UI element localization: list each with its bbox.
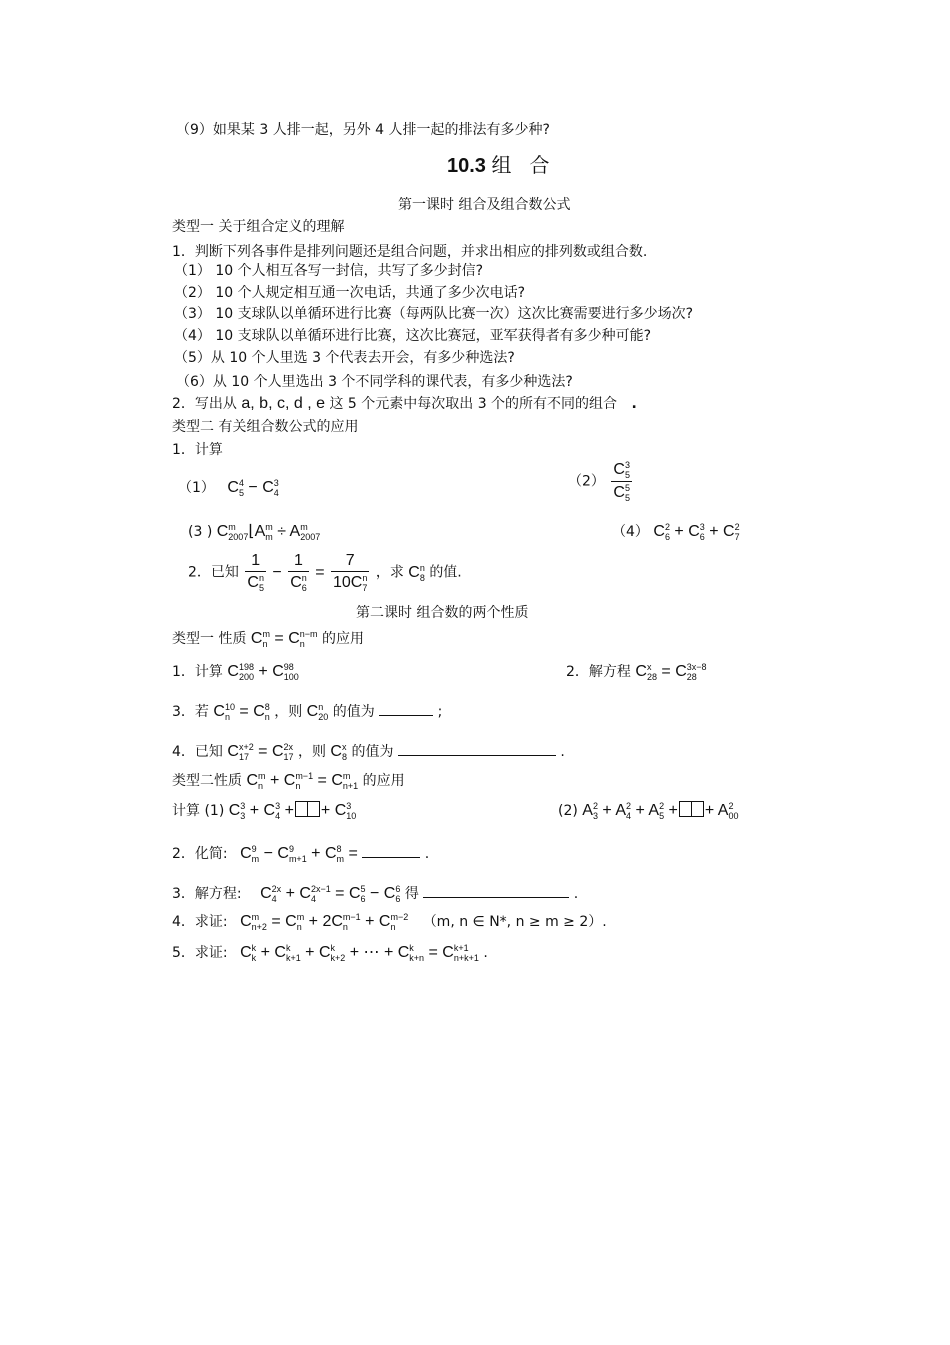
- answer-blank[interactable]: [379, 701, 433, 716]
- type-1-heading: 类型一 关于组合定义的理解: [172, 219, 345, 235]
- property-2: [172, 771, 405, 791]
- calc-item-2-label: （2）: [568, 473, 605, 490]
- proof-5-end: .: [483, 945, 488, 962]
- known-tail: ，求: [375, 564, 404, 581]
- section-number: 10.3: [447, 155, 486, 177]
- answer-blank[interactable]: [362, 843, 420, 858]
- solve-formula: C 2x 4 + C 2x−1 4 = C 5 6 − C 6 6: [260, 883, 401, 904]
- l2-question-3-formula: C 10 n = C 8 n: [213, 701, 270, 722]
- l2-question-4-end: .: [560, 744, 565, 760]
- l2-question-3-mid: ，则: [274, 704, 303, 720]
- sum-calc-1-formula: C 3 3 + C 3 4 + + C 3 10: [228, 801, 357, 821]
- l2-question-4-mid: ，则: [297, 744, 326, 760]
- l2-question-1: [172, 662, 299, 682]
- solve-tail: 得: [404, 886, 419, 902]
- solve-label: 3．解方程:: [172, 886, 242, 902]
- answer-blank[interactable]: [423, 883, 569, 898]
- element-set: a, b, c, d , e: [241, 395, 325, 412]
- problem-2-post: 这 5 个元素中每次取出 3 个的所有不同的组合: [329, 396, 618, 412]
- formula-1: C 4 5 − C 3 4: [227, 478, 279, 498]
- simplify-question: [172, 843, 429, 864]
- proof-4-formula: C m n+2 = C m n + 2C m−1 n + C m−2 n: [240, 912, 409, 932]
- proof-5-formula: C k k + C k k+1 + C k k+2 + ⋯ + C k k+n = C k+1 n+k+1: [240, 943, 479, 963]
- known-formula: 1 C n 5 − 1 C n 6 = 7 10C n 7: [247, 552, 368, 593]
- calc-item-2: [568, 460, 634, 503]
- formula-3: C m 2007 ⌊A m m ÷ A m 2007: [216, 522, 321, 542]
- simplify-label: 2．化简:: [172, 846, 228, 862]
- problem-2-end: .: [631, 396, 637, 412]
- property-1-formula: C m n = C n−m n: [250, 629, 318, 649]
- l2-question-2-formula: C x 28 = C 3x−8 28: [635, 662, 707, 682]
- proof-4-label: 4．求证:: [172, 914, 228, 931]
- formula-2: C 3 5 C 5 5: [613, 460, 630, 503]
- problem-1-item-3: （3） 10 支球队以单循环进行比赛（每两队比赛一次）这次比赛需要进行多少场次?: [174, 306, 694, 322]
- l2-question-1-formula: C 198 200 + C 98 100: [227, 662, 299, 682]
- l2-question-2: [566, 662, 707, 682]
- l2-question-4: [172, 741, 565, 762]
- problem-2-pre: 2．写出从: [172, 396, 237, 412]
- known-value: 的值.: [429, 564, 462, 581]
- sum-calc-1: [172, 801, 356, 821]
- proof-4: [172, 912, 607, 932]
- problem-1-item-1: （1） 10 个人相互各写一封信，共写了多少封信?: [174, 263, 484, 279]
- property-1-tail: 的应用: [321, 631, 364, 648]
- lesson-1-heading: 第一课时 组合及组合数公式: [398, 197, 571, 213]
- solve-end: .: [573, 886, 579, 902]
- section-name: 组合: [491, 153, 568, 177]
- problem-1-item-4: （4） 10 支球队以单循环进行比赛，这次比赛冠，亚军获得者有多少种可能?: [174, 328, 652, 344]
- known-equation: [188, 552, 462, 593]
- sum-calc-1-label: 计算 (1): [172, 803, 225, 820]
- known-target: C n 8: [408, 562, 425, 583]
- simplify-end: .: [424, 846, 430, 862]
- l2-question-3-tail: 的值为: [332, 704, 375, 720]
- calc-item-3: [188, 522, 320, 542]
- property-2-tail: 的应用: [362, 773, 405, 790]
- sum-calc-2-label: (2): [558, 803, 578, 820]
- problem-1: 1．判断下列各事件是排列问题还是组合问题，并求出相应的排列数或组合数.: [172, 244, 648, 260]
- property-1: [172, 629, 364, 649]
- problem-1-item-5: （5）从 10 个人里选 3 个代表去开会，有多少种选法?: [174, 350, 515, 366]
- property-2-label: 类型二性质: [172, 773, 242, 790]
- problem-1-item-6: （6）从 10 个人里选出 3 个不同学科的课代表，有多少种选法?: [176, 374, 573, 390]
- l2-question-3-target: C n 20: [306, 701, 329, 722]
- l2-question-4-tail: 的值为: [351, 744, 394, 760]
- l2-question-1-label: 1．计算: [172, 664, 223, 681]
- question-9: （9）如果某 3 人排一起，另外 4 人排一起的排法有多少种?: [176, 122, 550, 138]
- calc-item-4-label: （4）: [612, 524, 649, 541]
- l2-question-3-end: ;: [437, 704, 443, 720]
- proof-4-condition: （m, n ∈ N*, n ≥ m ≥ 2）.: [422, 914, 607, 931]
- calc-item-3-label: (3 ): [188, 524, 213, 541]
- problem-2: [172, 395, 637, 413]
- l2-question-3: [172, 701, 442, 722]
- l2-question-4-formula: C x+2 17 = C 2x 17: [227, 741, 294, 762]
- solve-question: [172, 883, 578, 904]
- type-2-heading: 类型二 有关组合数公式的应用: [172, 419, 359, 435]
- lesson-2-heading: 第二课时 组合数的两个性质: [356, 605, 529, 621]
- l2-question-3-pre: 3．若: [172, 704, 209, 720]
- property-2-formula: C m n + C m−1 n = C m n+1: [246, 771, 359, 791]
- property-1-label: 类型一 性质: [172, 631, 247, 648]
- section-title: [447, 153, 568, 177]
- calc-item-4: [612, 522, 740, 542]
- problem-1-item-2: （2） 10 个人规定相互通一次电话，共通了多少次电话?: [174, 285, 526, 301]
- calc-item-1: [178, 478, 279, 498]
- proof-5: [172, 943, 488, 963]
- calc-heading: 1．计算: [172, 442, 223, 458]
- calc-item-1-label: （1）: [178, 480, 215, 497]
- simplify-formula: C 9 m − C 9 m+1 + C 8 m =: [240, 843, 358, 864]
- l2-question-4-pre: 4．已知: [172, 744, 223, 760]
- l2-question-2-label: 2．解方程: [566, 664, 631, 681]
- proof-5-label: 5．求证:: [172, 945, 228, 962]
- known-label: 2．已知: [188, 564, 239, 581]
- sum-calc-2: [558, 801, 738, 821]
- sum-calc-2-formula: A 2 3 + A 2 4 + A 2 5 + + A 2 00: [582, 801, 739, 821]
- formula-4: C 2 6 + C 3 6 + C 2 7: [653, 522, 740, 542]
- l2-question-4-target: C x 8: [330, 741, 347, 762]
- answer-blank[interactable]: [398, 741, 556, 756]
